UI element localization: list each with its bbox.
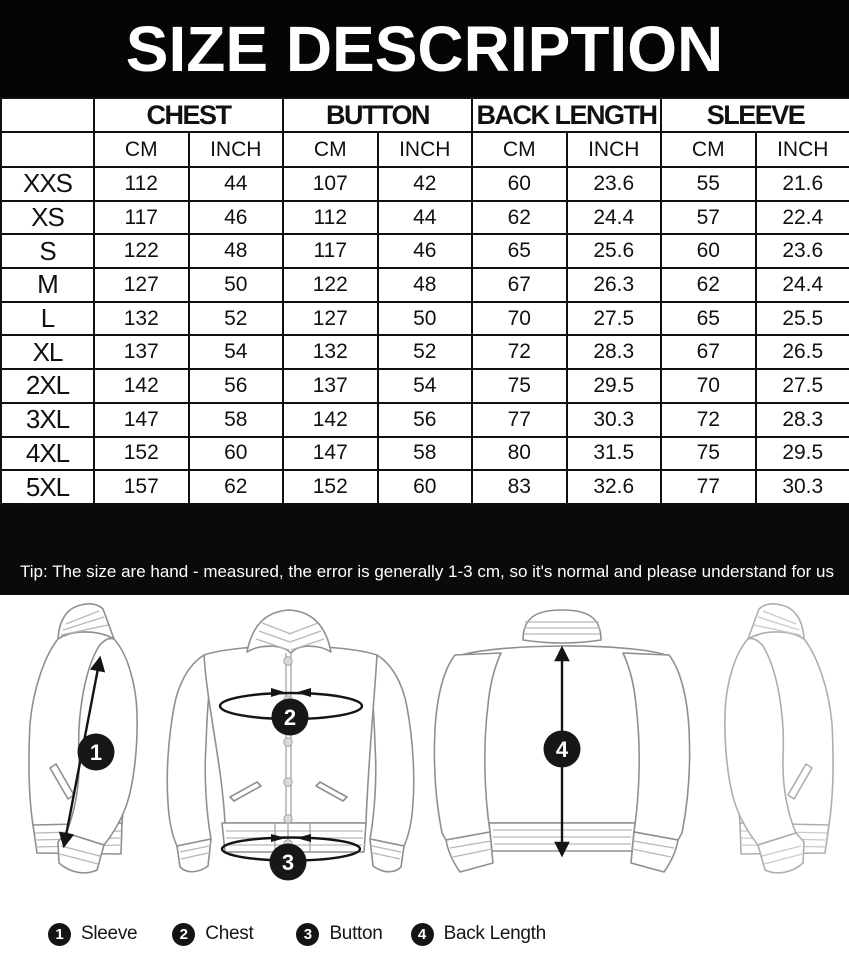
size-value-cell: 62	[661, 268, 756, 302]
button-dot	[284, 778, 292, 786]
size-value-cell: 56	[378, 403, 473, 437]
size-value-cell: 48	[189, 234, 284, 268]
legend-marker-2: 2	[172, 923, 195, 946]
size-value-cell: 22.4	[756, 201, 849, 235]
legend-item-back-length	[411, 923, 546, 946]
size-value-cell: 65	[472, 234, 567, 268]
size-value-cell: 50	[378, 302, 473, 336]
legend-item-button	[296, 923, 382, 946]
table-corner-cell	[1, 132, 94, 167]
size-value-cell: 23.6	[567, 167, 662, 201]
size-value-cell: 62	[472, 201, 567, 235]
size-label: M	[1, 268, 94, 302]
size-value-cell: 30.3	[756, 470, 849, 504]
table-row	[1, 167, 849, 201]
unit-header: CM	[94, 132, 189, 167]
size-value-cell: 54	[189, 335, 284, 369]
size-value-cell: 70	[472, 302, 567, 336]
column-group-chest: CHEST	[94, 98, 283, 132]
size-value-cell: 72	[472, 335, 567, 369]
size-value-cell: 44	[189, 167, 284, 201]
jacket-front-illustration	[167, 610, 414, 872]
legend-label-back-length: Back Length	[443, 923, 546, 945]
size-value-cell: 70	[661, 369, 756, 403]
size-value-cell: 23.6	[756, 234, 849, 268]
size-value-cell: 27.5	[756, 369, 849, 403]
size-value-cell: 122	[283, 268, 378, 302]
size-value-cell: 107	[283, 167, 378, 201]
unit-header: CM	[472, 132, 567, 167]
size-value-cell: 21.6	[756, 167, 849, 201]
size-value-cell: 46	[189, 201, 284, 235]
button-dot	[284, 738, 292, 746]
size-value-cell: 26.5	[756, 335, 849, 369]
legend-marker-3: 3	[296, 923, 319, 946]
table-corner-cell	[1, 98, 94, 132]
size-label: XXS	[1, 167, 94, 201]
size-value-cell: 72	[661, 403, 756, 437]
column-group-sleeve: SLEEVE	[661, 98, 849, 132]
title-banner	[0, 0, 849, 97]
size-value-cell: 56	[189, 369, 284, 403]
size-value-cell: 25.5	[756, 302, 849, 336]
size-value-cell: 24.4	[756, 268, 849, 302]
size-label: S	[1, 234, 94, 268]
size-value-cell: 44	[378, 201, 473, 235]
size-value-cell: 65	[661, 302, 756, 336]
size-value-cell: 60	[189, 437, 284, 471]
size-value-cell: 147	[94, 403, 189, 437]
table-row	[1, 302, 849, 336]
legend-label-sleeve: Sleeve	[81, 923, 138, 945]
size-label: XL	[1, 335, 94, 369]
size-value-cell: 60	[472, 167, 567, 201]
size-label: 3XL	[1, 403, 94, 437]
size-value-cell: 50	[189, 268, 284, 302]
table-row	[1, 470, 849, 504]
legend-label-chest: Chest	[205, 923, 254, 945]
table-row	[1, 403, 849, 437]
size-value-cell: 142	[94, 369, 189, 403]
size-value-cell: 57	[661, 201, 756, 235]
size-label: L	[1, 302, 94, 336]
size-value-cell: 58	[189, 403, 284, 437]
size-value-cell: 27.5	[567, 302, 662, 336]
size-label: 4XL	[1, 437, 94, 471]
marker-number-3: 3	[281, 849, 295, 875]
unit-header: INCH	[189, 132, 284, 167]
measurement-diagram	[0, 595, 849, 907]
size-value-cell: 67	[661, 335, 756, 369]
unit-header: INCH	[378, 132, 473, 167]
size-value-cell: 117	[283, 234, 378, 268]
unit-header: CM	[283, 132, 378, 167]
size-value-cell: 137	[94, 335, 189, 369]
size-value-cell: 147	[283, 437, 378, 471]
size-value-cell: 62	[189, 470, 284, 504]
size-value-cell: 29.5	[756, 437, 849, 471]
jacket-side-right-illustration	[725, 604, 833, 873]
size-value-cell: 112	[283, 201, 378, 235]
button-dot	[284, 815, 292, 823]
size-value-cell: 77	[661, 470, 756, 504]
marker-number-2: 2	[283, 704, 297, 730]
column-group-back-length: BACK LENGTH	[472, 98, 661, 132]
size-value-cell: 152	[283, 470, 378, 504]
size-value-cell: 77	[472, 403, 567, 437]
size-label: XS	[1, 201, 94, 235]
size-value-cell: 52	[378, 335, 473, 369]
unit-header: INCH	[567, 132, 662, 167]
jacket-diagram-svg	[0, 595, 849, 907]
size-value-cell: 28.3	[756, 403, 849, 437]
size-value-cell: 142	[283, 403, 378, 437]
size-value-cell: 31.5	[567, 437, 662, 471]
table-row	[1, 369, 849, 403]
size-value-cell: 30.3	[567, 403, 662, 437]
size-value-cell: 60	[661, 234, 756, 268]
size-value-cell: 157	[94, 470, 189, 504]
size-value-cell: 132	[283, 335, 378, 369]
unit-header: INCH	[756, 132, 849, 167]
table-row	[1, 201, 849, 235]
column-group-button: BUTTON	[283, 98, 472, 132]
size-value-cell: 122	[94, 234, 189, 268]
size-value-cell: 137	[283, 369, 378, 403]
size-value-cell: 75	[472, 369, 567, 403]
legend-item-sleeve	[48, 923, 137, 946]
size-value-cell: 132	[94, 302, 189, 336]
size-value-cell: 24.4	[567, 201, 662, 235]
size-value-cell: 25.6	[567, 234, 662, 268]
jacket-side-left-illustration	[29, 604, 137, 873]
table-row	[1, 437, 849, 471]
size-value-cell: 152	[94, 437, 189, 471]
page-title: SIZE DESCRIPTION	[125, 12, 724, 85]
size-value-cell: 75	[661, 437, 756, 471]
legend-marker-1: 1	[48, 923, 71, 946]
table-group-header-row	[1, 98, 849, 132]
size-label: 5XL	[1, 470, 94, 504]
unit-header: CM	[661, 132, 756, 167]
legend-marker-4: 4	[411, 923, 434, 946]
size-value-cell: 117	[94, 201, 189, 235]
table-row	[1, 234, 849, 268]
size-value-cell: 67	[472, 268, 567, 302]
size-value-cell: 42	[378, 167, 473, 201]
tip-bar	[0, 505, 849, 595]
size-value-cell: 26.3	[567, 268, 662, 302]
size-value-cell: 32.6	[567, 470, 662, 504]
table-unit-header-row	[1, 132, 849, 167]
size-table	[0, 97, 849, 505]
size-value-cell: 112	[94, 167, 189, 201]
size-value-cell: 60	[378, 470, 473, 504]
size-value-cell: 127	[283, 302, 378, 336]
size-value-cell: 29.5	[567, 369, 662, 403]
size-value-cell: 46	[378, 234, 473, 268]
size-value-cell: 28.3	[567, 335, 662, 369]
size-label: 2XL	[1, 369, 94, 403]
marker-number-4: 4	[555, 736, 569, 762]
marker-number-1: 1	[89, 739, 103, 765]
legend-item-chest	[172, 923, 253, 946]
diagram-legend	[0, 907, 849, 962]
size-value-cell: 80	[472, 437, 567, 471]
button-dot	[284, 657, 292, 665]
tip-text: Tip: The size are hand - measured, the error is generally 1-3 cm, so it's normal and please understand for us	[20, 561, 834, 581]
size-value-cell: 48	[378, 268, 473, 302]
size-value-cell: 52	[189, 302, 284, 336]
size-value-cell: 83	[472, 470, 567, 504]
size-value-cell: 54	[378, 369, 473, 403]
size-value-cell: 127	[94, 268, 189, 302]
size-value-cell: 58	[378, 437, 473, 471]
legend-label-button: Button	[329, 923, 383, 945]
size-value-cell: 55	[661, 167, 756, 201]
table-row	[1, 268, 849, 302]
table-row	[1, 335, 849, 369]
